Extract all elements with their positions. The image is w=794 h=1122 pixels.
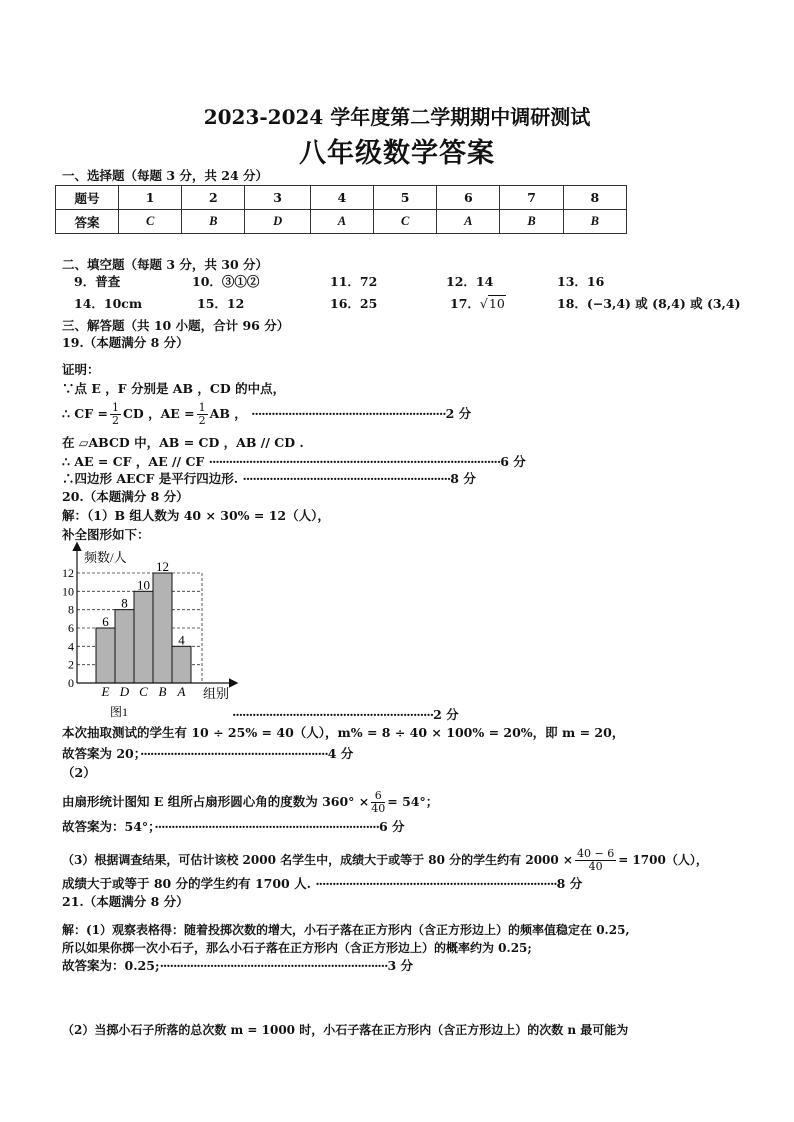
fill-item: 12．14 bbox=[446, 274, 494, 289]
fill-item: 9．普查 bbox=[74, 274, 121, 289]
q20-line: （2） bbox=[62, 765, 96, 780]
exam-title: 2023-2024 学年度第二学期期中调研测试 bbox=[203, 105, 591, 129]
q20-line: 补全图形如下： bbox=[62, 527, 150, 542]
table-cell: C bbox=[119, 210, 182, 234]
q21-title: 21.（本题满分 8 分） bbox=[62, 894, 189, 909]
bar-value-label: 6 bbox=[102, 614, 109, 629]
x-tick-label: C bbox=[139, 684, 148, 699]
section2-heading: 二、填空题（每题 3 分，共 30 分） bbox=[62, 257, 269, 272]
q21-line: 解：(1）观察表格得：随着投掷次数的增大，小石子落在正方形内（含正方形边上）的频率值稳定在 0.25, bbox=[62, 923, 630, 937]
answer-sheet-title: 八年级数学答案 bbox=[299, 138, 495, 169]
x-tick-label: A bbox=[177, 684, 186, 699]
fraction-half: $\frac{1}{2}$ bbox=[198, 401, 206, 427]
y-tick-label: 2 bbox=[68, 657, 74, 672]
table-cell: B bbox=[500, 210, 563, 234]
q21-line: （2）当掷小石子所落的总次数 m = 1000 时，小石子落在正方形内（含正方形边上）的次数 n 最可能为 bbox=[62, 1023, 629, 1037]
table-cell: 8 bbox=[563, 186, 626, 210]
q20-line: （3）根据调查结果，可估计该校 2000 名学生中，成绩大于或等于 80 分的学生约有 2000 × $\frac{40 - 6}{40}$ = 1700（人）， bbox=[62, 847, 708, 873]
y-tick-label: 8 bbox=[68, 602, 74, 617]
table-cell: 4 bbox=[310, 186, 373, 210]
choice-answer-table bbox=[55, 185, 627, 234]
fill-item: 16．25 bbox=[330, 296, 378, 311]
fill-item: 10．③①② bbox=[192, 274, 260, 289]
bar-D bbox=[115, 610, 134, 683]
q19-line: ∴ AE = CF ，AE // CF ·······················································································6 分 bbox=[62, 454, 526, 469]
figure-caption: 图1 bbox=[110, 705, 129, 719]
q19-line: 证明： bbox=[62, 362, 100, 377]
table-cell: 2 bbox=[182, 186, 245, 210]
y-tick-label: 6 bbox=[68, 621, 74, 635]
y-ticks bbox=[62, 566, 74, 690]
q20-title: 20.（本题满分 8 分） bbox=[62, 489, 189, 504]
fraction-half: $\frac{1}{2}$ bbox=[111, 401, 119, 427]
y-tick-label: 4 bbox=[68, 639, 74, 654]
bar-C bbox=[134, 591, 153, 683]
table-cell: 6 bbox=[437, 186, 500, 210]
x-tick-labels bbox=[101, 684, 186, 699]
q20-line: 故答案为 20；························································4 分 bbox=[62, 746, 354, 761]
bar-value-label: 8 bbox=[121, 595, 128, 611]
q19-line: ∴ CF = $\frac{1}{2}$ CD ，AE = $\frac{1}{2}$ AB ， ··························································2 分 bbox=[62, 401, 472, 427]
table-cell: D bbox=[245, 210, 310, 234]
q19-line: 在 ▱ABCD 中，AB = CD ，AB // CD . bbox=[62, 435, 304, 450]
bar-value-label: 10 bbox=[137, 577, 150, 593]
x-tick-label: E bbox=[101, 684, 110, 699]
x-tick-label: B bbox=[158, 684, 167, 699]
fraction: $\frac{40 - 6}{40}$ bbox=[576, 847, 615, 873]
table-cell: A bbox=[310, 210, 373, 234]
section1-heading: 一、选择题（每题 3 分，共 24 分） bbox=[62, 168, 269, 183]
q20-line: 本次抽取测试的学生有 10 ÷ 25% = 40（人），m% = 8 ÷ 40 × 100% = 20%，即 m = 20， bbox=[62, 725, 625, 740]
fill-item: 13．16 bbox=[557, 274, 605, 289]
q21-line: 故答案为：0.25;····································································3 分 bbox=[62, 958, 414, 973]
q19-line: ∴四边形 AECF 是平行四边形. ······························································8 分 bbox=[62, 471, 476, 486]
fill-item: 18．(−3,4) 或 (8,4) 或 (3,4) bbox=[557, 296, 741, 311]
bar-E bbox=[96, 628, 115, 683]
bar-A bbox=[172, 646, 191, 683]
section3-heading: 三、解答题（共 10 小题，合计 96 分） bbox=[62, 318, 290, 333]
histogram-chart bbox=[60, 540, 240, 724]
fill-item: 14．10cm bbox=[74, 296, 143, 311]
fill-item: 11．72 bbox=[330, 274, 378, 289]
chart-score: ····························································2 分 bbox=[232, 707, 459, 722]
bar-B bbox=[153, 573, 172, 683]
y-tick-label: 12 bbox=[62, 566, 74, 580]
table-cell: A bbox=[437, 210, 500, 234]
table-cell: 7 bbox=[500, 186, 563, 210]
y-axis-label: 频数/人 bbox=[84, 550, 127, 565]
bar-value-label: 4 bbox=[178, 632, 185, 648]
table-cell: 3 bbox=[245, 186, 310, 210]
q19-title: 19.（本题满分 8 分） bbox=[62, 335, 189, 350]
q21-line: 所以如果你掷一次小石子，那么小石子落在正方形内（含正方形边上）的概率约为 0.25; bbox=[62, 941, 532, 955]
q20-line: 解：（1）B 组人数为 40 × 30% = 12（人）， bbox=[62, 508, 330, 523]
x-axis-label: 组别 bbox=[203, 686, 230, 701]
q19-line: ∵点 E ，F 分别是 AB ，CD 的中点， bbox=[62, 381, 286, 396]
y-tick-label: 10 bbox=[62, 584, 74, 599]
fill-item: 15．12 bbox=[197, 296, 245, 311]
bar-value-label: 12 bbox=[156, 559, 169, 574]
q20-line: 故答案为：54°；···································································6 分 bbox=[62, 819, 405, 834]
table-cell: C bbox=[374, 210, 437, 234]
x-tick-label: D bbox=[119, 684, 130, 699]
q20-line: 由扇形统计图知 E 组所占扇形圆心角的度数为 360° × $\frac{6}{40}$ = 54°； bbox=[62, 789, 439, 815]
table-row-label: 答案 bbox=[56, 210, 119, 234]
table-cell: 5 bbox=[374, 186, 437, 210]
table-cell: 1 bbox=[119, 186, 182, 210]
table-cell: B bbox=[182, 210, 245, 234]
fraction: $\frac{6}{40}$ bbox=[371, 789, 386, 815]
y-tick-label: 0 bbox=[68, 676, 74, 690]
table-cell: B bbox=[563, 210, 626, 234]
table-row-label: 题号 bbox=[56, 186, 119, 210]
fill-item: 17．√10 bbox=[450, 296, 505, 311]
q20-line: 成绩大于或等于 80 分的学生约有 1700 人. ········································································8 分 bbox=[62, 876, 583, 891]
